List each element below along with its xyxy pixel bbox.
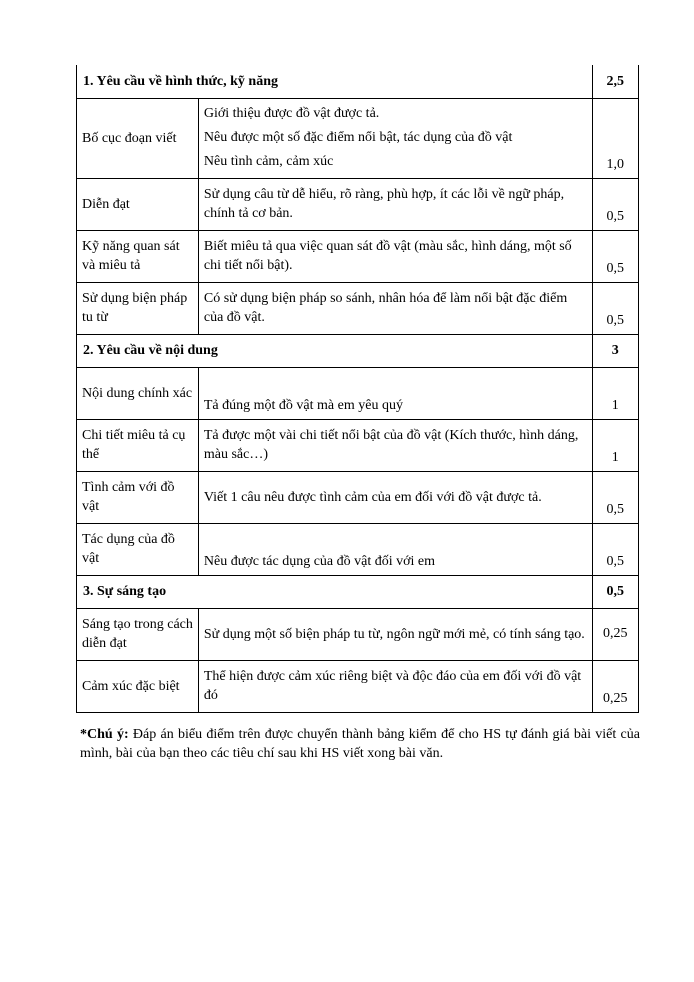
table-row xyxy=(77,178,639,230)
description-line: Nêu tình cảm, cảm xúc xyxy=(203,154,334,169)
description-cell xyxy=(198,98,592,178)
criterion-cell: Sử dụng biện pháp tu từ xyxy=(77,282,199,334)
score-cell: 0,5 xyxy=(592,178,638,230)
description-cell: Nêu được tác dụng của đồ vật đối với em xyxy=(198,523,592,575)
footnote-label: *Chú ý: xyxy=(80,727,129,742)
table-row xyxy=(77,608,639,660)
section-title: 2. Yêu cầu về nội dung xyxy=(77,334,593,367)
score-cell: 1 xyxy=(592,419,638,471)
table-row xyxy=(77,523,639,575)
description-cell: Tả được một vài chi tiết nổi bật của đồ vật (Kích thước, hình dáng, màu sắc…) xyxy=(198,419,592,471)
score-cell: 0,5 xyxy=(592,230,638,282)
table-row xyxy=(77,471,639,523)
criterion-cell: Tác dụng của đồ vật xyxy=(77,523,199,575)
description-line: Giới thiệu được đồ vật được tả. xyxy=(203,106,380,121)
score-cell: 0,25 xyxy=(592,608,638,660)
description-cell: Sử dụng câu từ dễ hiểu, rõ ràng, phù hợp, ít các lỗi về ngữ pháp, chính tả cơ bản. xyxy=(198,178,592,230)
table-row xyxy=(77,282,639,334)
criterion-cell: Diễn đạt xyxy=(77,178,199,230)
score-cell: 0,25 xyxy=(592,660,638,712)
table-row xyxy=(77,367,639,419)
criterion-cell: Tình cảm với đồ vật xyxy=(77,471,199,523)
section-score: 0,5 xyxy=(592,575,638,608)
description-cell: Có sử dụng biện pháp so sánh, nhân hóa để làm nổi bật đặc điểm của đồ vật. xyxy=(198,282,592,334)
score-cell: 0,5 xyxy=(592,471,638,523)
score-cell: 1,0 xyxy=(592,98,638,178)
section-header-row xyxy=(77,65,639,98)
description-cell: Sử dụng một số biện pháp tu từ, ngôn ngữ mới mẻ, có tính sáng tạo. xyxy=(198,608,592,660)
table-row xyxy=(77,660,639,712)
section-title: 3. Sự sáng tạo xyxy=(77,575,593,608)
criterion-cell: Kỹ năng quan sát và miêu tả xyxy=(77,230,199,282)
criterion-cell: Nội dung chính xác xyxy=(77,367,199,419)
criterion-cell: Sáng tạo trong cách diễn đạt xyxy=(77,608,199,660)
footnote-text: Đáp án biểu điểm trên được chuyển thành bảng kiểm để cho HS tự đánh giá bài viết của mình, bài của bạn theo các tiêu chí sau khi HS viết xong bài văn. xyxy=(80,727,640,761)
description-cell: Viết 1 câu nêu được tình cảm của em đối với đồ vật được tả. xyxy=(198,471,592,523)
description-line: Nêu được một số đặc điểm nổi bật, tác dụng của đồ vật xyxy=(203,130,513,145)
table-row xyxy=(77,98,639,178)
description-cell: Biết miêu tả qua việc quan sát đồ vật (màu sắc, hình dáng, một số chi tiết nổi bật). xyxy=(198,230,592,282)
description-cell: Thể hiện được cảm xúc riêng biệt và độc đáo của em đối với đồ vật đó xyxy=(198,660,592,712)
footnote xyxy=(80,725,640,763)
section-score: 3 xyxy=(592,334,638,367)
description-cell: Tả đúng một đồ vật mà em yêu quý xyxy=(198,367,592,419)
section-header-row xyxy=(77,334,639,367)
grading-rubric-table xyxy=(76,65,639,713)
table-row xyxy=(77,230,639,282)
score-cell: 0,5 xyxy=(592,523,638,575)
score-cell: 0,5 xyxy=(592,282,638,334)
section-score: 2,5 xyxy=(592,65,638,98)
score-cell: 1 xyxy=(592,367,638,419)
criterion-cell: Bố cục đoạn viết xyxy=(77,98,199,178)
section-header-row xyxy=(77,575,639,608)
table-row xyxy=(77,419,639,471)
criterion-cell: Chi tiết miêu tả cụ thể xyxy=(77,419,199,471)
criterion-cell: Cảm xúc đặc biệt xyxy=(77,660,199,712)
section-title: 1. Yêu cầu về hình thức, kỹ năng xyxy=(77,65,593,98)
